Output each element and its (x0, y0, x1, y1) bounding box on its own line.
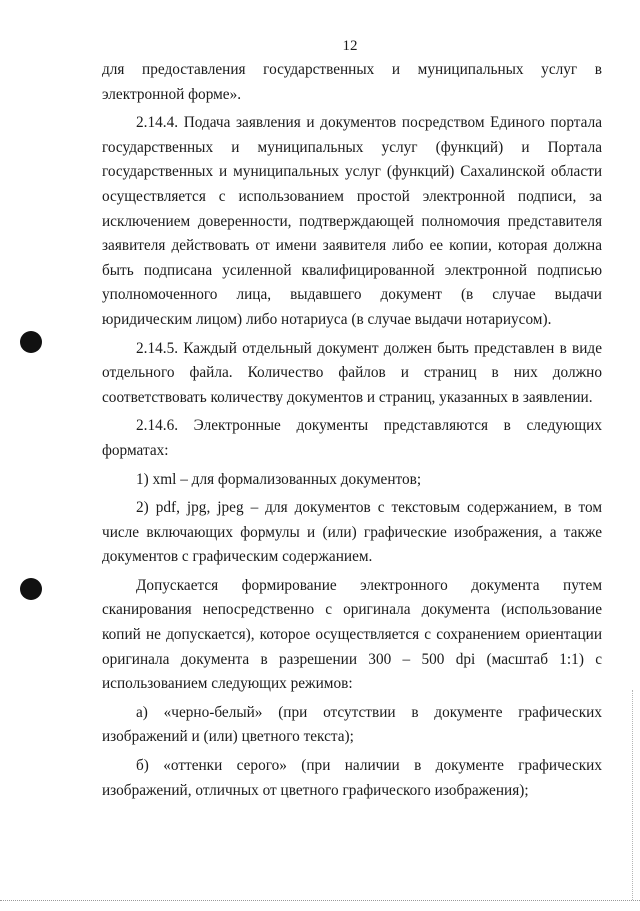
punch-hole-mark (20, 578, 42, 600)
scan-edge-line (632, 690, 634, 900)
list-item-black-white: а) «черно-белый» (при отсутствии в документе графических изображений и (или) цветного текста); (102, 703, 602, 746)
paragraph-2-14-4: 2.14.4. Подача заявления и документов посредством Единого портала государственных и муниципальных услуг (функций) и Портала государственных и муниципальных услуг (функций) Сахалинской области осуществляется с использованием простой электронной подписи, за исключением доверенности, подтверждающей полномочия представителя заявителя действовать от имени заявителя либо ее копии, которая должна быть подписана усиленной квалифицированной электронной подписью уполномоченного лица, выдавшего документ (в случае выдачи юридическим лицом) либо нотариуса (в случае выдачи нотариусом). (102, 114, 602, 328)
punch-hole-mark (20, 331, 42, 353)
paragraph-2-14-5: 2.14.5. Каждый отдельный документ должен быть представлен в виде отдельного файла. Количество файлов и страниц в них должно соответствовать количеству документов и страниц, указанных в заявлении. (102, 339, 602, 406)
scan-edge-line (0, 900, 640, 902)
page-number: 12 (342, 38, 358, 54)
paragraph-scanning: Допускается формирование электронного документа путем сканирования непосредственно с оригинала документа (использование копий не допускается), которое осуществляется с сохранением ориентации оригинала документа в разрешении 300 – 500 dpi (масштаб 1:1) с использованием следующих режимов: (102, 576, 602, 693)
list-item-grayscale: б) «оттенки серого» (при наличии в документе графических изображений, отличных от цветного графического изображения); (102, 757, 602, 799)
document-body (102, 58, 602, 803)
paragraph-continuation: для предоставления государственных и муниципальных услуг в электронной форме». (102, 61, 602, 103)
paragraph-2-14-6: 2.14.6. Электронные документы представляются в следующих форматах: (102, 417, 602, 459)
list-item-xml: 1) xml – для формализованных документов; (136, 470, 422, 488)
list-item-pdf: 2) pdf, jpg, jpeg – для документов с текстовым содержанием, в том числе включающих формулы и (или) графические изображения, а также документов с графическим содержанием. (102, 499, 602, 566)
